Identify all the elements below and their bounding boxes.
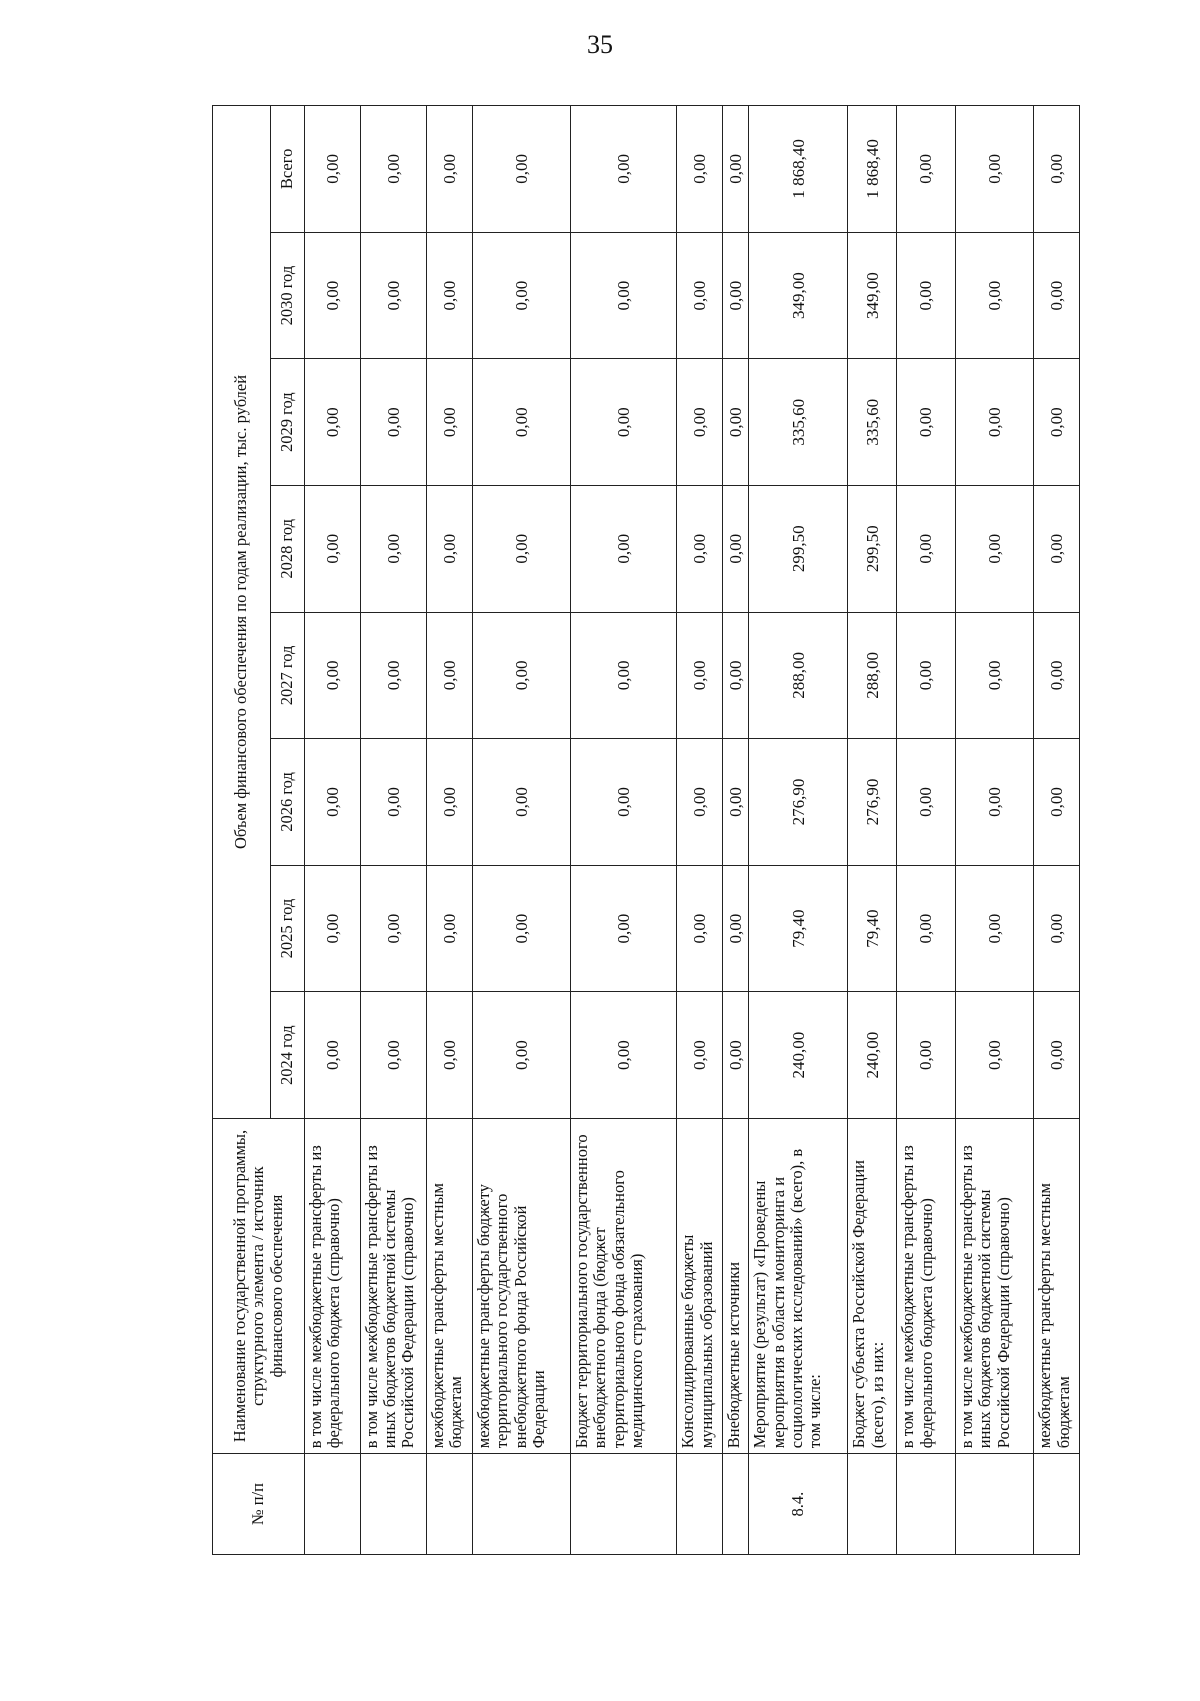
row-year-value: 0,00 (722, 865, 748, 992)
header-year: 2024 год (271, 992, 305, 1119)
row-index (955, 1454, 1033, 1555)
table-row (360, 106, 426, 1555)
row-year-value: 0,00 (722, 739, 748, 866)
row-year-value: 0,00 (897, 232, 956, 359)
row-name: межбюджетные трансферты местным бюджетам (1034, 1118, 1080, 1453)
page-number: 35 (587, 30, 613, 59)
table-row (897, 106, 956, 1555)
row-total: 0,00 (305, 106, 361, 233)
row-year-value: 0,00 (955, 865, 1033, 992)
row-year-value: 349,00 (848, 232, 897, 359)
row-name: в том числе межбюджетные трансферты из иных бюджетов бюджетной системы Российской Федерации (справочно) (955, 1118, 1033, 1453)
table-row (677, 106, 723, 1555)
row-year-value: 0,00 (955, 359, 1033, 486)
table-row (955, 106, 1033, 1555)
row-total: 0,00 (360, 106, 426, 233)
row-year-value: 0,00 (360, 739, 426, 866)
header-name: Наименование государственной программы, структурного элемента / источник финансового обеспечения (213, 1118, 305, 1453)
header-idx: № п/п (213, 1454, 305, 1555)
row-year-value: 0,00 (305, 232, 361, 359)
row-year-value: 0,00 (677, 612, 723, 739)
row-year-value: 0,00 (722, 485, 748, 612)
row-year-value: 349,00 (749, 232, 848, 359)
row-year-value: 0,00 (897, 992, 956, 1119)
row-name: Внебюджетные источники (722, 1118, 748, 1453)
row-year-value: 0,00 (472, 485, 570, 612)
row-year-value: 0,00 (570, 485, 677, 612)
table-row (722, 106, 748, 1555)
row-year-value: 0,00 (897, 359, 956, 486)
row-name: Бюджет территориального государственного внебюджетного фонда (бюджет территориального фонда обязательного медицинского страхования) (570, 1118, 677, 1453)
row-year-value: 299,50 (749, 485, 848, 612)
row-total: 0,00 (677, 106, 723, 233)
row-year-value: 0,00 (426, 992, 472, 1119)
row-total: 1 868,40 (749, 106, 848, 233)
header-year: 2030 год (271, 232, 305, 359)
row-year-value: 0,00 (570, 992, 677, 1119)
row-year-value: 0,00 (677, 485, 723, 612)
row-total: 1 868,40 (848, 106, 897, 233)
row-year-value: 0,00 (1034, 359, 1080, 486)
row-name: Бюджет субъекта Российской Федерации (всего), из них: (848, 1118, 897, 1453)
row-index (360, 1454, 426, 1555)
row-year-value: 0,00 (1034, 992, 1080, 1119)
header-group: Объем финансового обеспечения по годам реализации, тыс. рублей (213, 106, 271, 1119)
row-year-value: 0,00 (570, 739, 677, 866)
row-year-value: 299,50 (848, 485, 897, 612)
row-index (426, 1454, 472, 1555)
row-index (848, 1454, 897, 1555)
row-name: Мероприятие (результат) «Проведены мероприятия в области мониторинга и социологических исследований» (всего), в том числе: (749, 1118, 848, 1453)
header-year: 2026 год (271, 739, 305, 866)
row-year-value: 0,00 (955, 612, 1033, 739)
header-year: 2027 год (271, 612, 305, 739)
row-year-value: 0,00 (472, 612, 570, 739)
row-year-value: 0,00 (897, 485, 956, 612)
table-row (426, 106, 472, 1555)
row-year-value: 288,00 (749, 612, 848, 739)
table-row (472, 106, 570, 1555)
row-year-value: 0,00 (472, 992, 570, 1119)
row-year-value: 240,00 (848, 992, 897, 1119)
row-index (570, 1454, 677, 1555)
row-year-value: 0,00 (570, 232, 677, 359)
row-index (305, 1454, 361, 1555)
table-row (1034, 106, 1080, 1555)
row-year-value: 0,00 (1034, 739, 1080, 866)
row-year-value: 0,00 (360, 865, 426, 992)
row-year-value: 0,00 (426, 359, 472, 486)
row-year-value: 0,00 (360, 485, 426, 612)
header-total: Всего (271, 106, 305, 233)
row-year-value: 0,00 (360, 359, 426, 486)
row-name: в том числе межбюджетные трансферты из федерального бюджета (справочно) (897, 1118, 956, 1453)
table-row (848, 106, 897, 1555)
row-year-value: 0,00 (955, 232, 1033, 359)
row-year-value: 0,00 (426, 232, 472, 359)
row-year-value: 0,00 (897, 739, 956, 866)
row-year-value: 0,00 (472, 865, 570, 992)
row-year-value: 0,00 (305, 359, 361, 486)
row-total: 0,00 (1034, 106, 1080, 233)
header-year: 2028 год (271, 485, 305, 612)
table-row (570, 106, 677, 1555)
row-year-value: 0,00 (1034, 612, 1080, 739)
financing-table (212, 105, 1080, 1555)
row-year-value: 0,00 (426, 485, 472, 612)
row-year-value: 0,00 (955, 992, 1033, 1119)
row-year-value: 0,00 (722, 992, 748, 1119)
row-year-value: 0,00 (305, 739, 361, 866)
row-year-value: 0,00 (426, 865, 472, 992)
row-year-value: 0,00 (426, 739, 472, 866)
row-year-value: 276,90 (848, 739, 897, 866)
row-total: 0,00 (722, 106, 748, 233)
row-year-value: 0,00 (570, 865, 677, 992)
row-name: межбюджетные трансферты местным бюджетам (426, 1118, 472, 1453)
header-year: 2025 год (271, 865, 305, 992)
table-row (749, 106, 848, 1555)
row-name: межбюджетные трансферты бюджету территориального государственного внебюджетного фонда Российской Федерации (472, 1118, 570, 1453)
row-year-value: 0,00 (897, 612, 956, 739)
row-year-value: 0,00 (677, 992, 723, 1119)
row-index (472, 1454, 570, 1555)
row-index (897, 1454, 956, 1555)
row-year-value: 0,00 (305, 992, 361, 1119)
row-year-value: 0,00 (722, 612, 748, 739)
row-total: 0,00 (897, 106, 956, 233)
row-year-value: 0,00 (472, 359, 570, 486)
row-year-value: 0,00 (360, 612, 426, 739)
row-year-value: 0,00 (677, 865, 723, 992)
row-year-value: 240,00 (749, 992, 848, 1119)
table-row (305, 106, 361, 1555)
row-total: 0,00 (426, 106, 472, 233)
row-year-value: 335,60 (749, 359, 848, 486)
row-year-value: 0,00 (955, 485, 1033, 612)
row-year-value: 0,00 (570, 359, 677, 486)
row-year-value: 0,00 (305, 485, 361, 612)
row-year-value: 0,00 (305, 865, 361, 992)
row-year-value: 0,00 (677, 739, 723, 866)
row-name: Консолидированные бюджеты муниципальных образований (677, 1118, 723, 1453)
row-year-value: 79,40 (848, 865, 897, 992)
row-year-value: 0,00 (305, 612, 361, 739)
row-index (722, 1454, 748, 1555)
row-total: 0,00 (472, 106, 570, 233)
row-year-value: 0,00 (722, 359, 748, 486)
row-year-value: 276,90 (749, 739, 848, 866)
row-name: в том числе межбюджетные трансферты из иных бюджетов бюджетной системы Российской Федерации (справочно) (360, 1118, 426, 1453)
row-year-value: 79,40 (749, 865, 848, 992)
row-index: 8.4. (749, 1454, 848, 1555)
row-year-value: 0,00 (897, 865, 956, 992)
row-index (677, 1454, 723, 1555)
row-year-value: 0,00 (472, 739, 570, 866)
row-year-value: 0,00 (472, 232, 570, 359)
row-year-value: 0,00 (1034, 485, 1080, 612)
row-year-value: 335,60 (848, 359, 897, 486)
row-year-value: 0,00 (1034, 865, 1080, 992)
header-year: 2029 год (271, 359, 305, 486)
row-year-value: 0,00 (955, 739, 1033, 866)
row-year-value: 0,00 (360, 992, 426, 1119)
row-year-value: 288,00 (848, 612, 897, 739)
row-name: в том числе межбюджетные трансферты из федерального бюджета (справочно) (305, 1118, 361, 1453)
row-index (1034, 1454, 1080, 1555)
row-total: 0,00 (955, 106, 1033, 233)
row-year-value: 0,00 (722, 232, 748, 359)
row-year-value: 0,00 (426, 612, 472, 739)
row-year-value: 0,00 (570, 612, 677, 739)
row-year-value: 0,00 (677, 359, 723, 486)
row-total: 0,00 (570, 106, 677, 233)
row-year-value: 0,00 (1034, 232, 1080, 359)
row-year-value: 0,00 (677, 232, 723, 359)
rotated-table-container (212, 105, 1080, 1555)
row-year-value: 0,00 (360, 232, 426, 359)
